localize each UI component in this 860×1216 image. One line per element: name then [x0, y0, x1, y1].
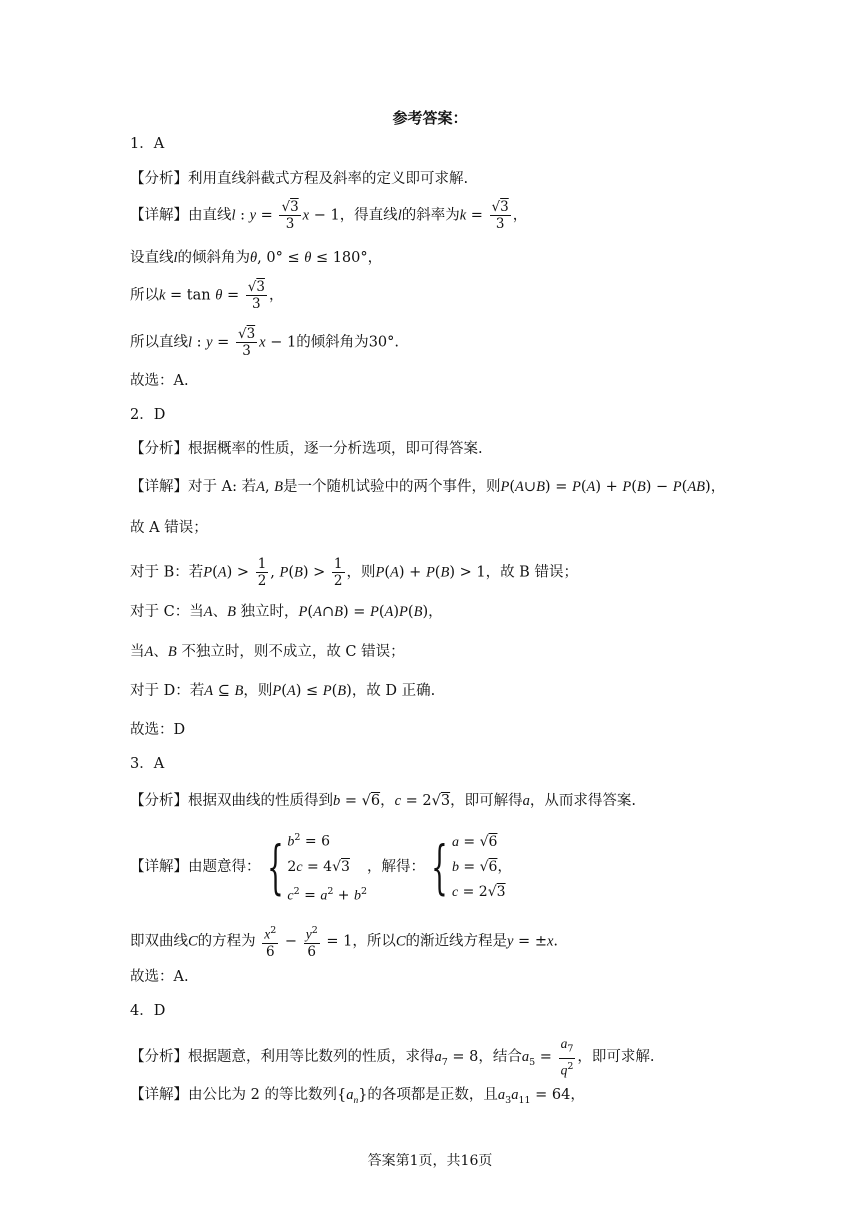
q2-d: 对于 D：若A ⊆ B，则P(A) ≤ P(B)，故 D 正确.: [130, 683, 436, 699]
q1-angle-def: 设直线l的倾斜角为θ, 0° ≤ θ ≤ 180°，: [130, 250, 383, 266]
q2-c: 对于 C：当A、B 独立时，P(A∩B) = P(A)P(B)，: [130, 604, 443, 620]
q3-detail: 【详解】由题意得： { $b^2 = 6$ 2c = 4√3 $c^2 = a^2 + b^2$ ，解得： { a = √6 b = √6， c = 2√3: [130, 832, 512, 904]
q2-b: 对于 B：若P(A) > $\frac{1}{2}$ , P(B) > $\frac{1}{2}$ ，则P(A) + P(B) > 1，故 B 错误；: [130, 556, 578, 589]
q3-analysis: 【分析】根据双曲线的性质得到b = √6，c = 2√3，即可解得a，从而求得答案.: [130, 793, 636, 809]
q1-answer: 故选：A.: [130, 373, 189, 389]
q4-heading: 4．D: [130, 1003, 166, 1019]
q2-c2: 当A、B 不独立时，则不成立，故 C 错误；: [130, 644, 405, 660]
q2-heading: 2．D: [130, 407, 166, 423]
q3-heading: 3．A: [130, 756, 165, 772]
q2-detail-a: 【详解】对于 A: 若A, B是一个随机试验中的两个事件，则P(A∪B) = P(A) + P(B) − P(AB)，: [130, 479, 726, 495]
q1-analysis: 【分析】利用直线斜截式方程及斜率的定义即可求解.: [130, 171, 469, 187]
q1-detail: 【详解】由直线l : y = $\frac{√3}{3}$ x − 1，得直线l的斜率为k = $\frac{√3}{3}$ ，: [130, 199, 528, 232]
q3-conclusion: 即双曲线C的方程为 $\frac{x^2}{6}$ − $\frac{y^2}{6}$ = 1，所以C的渐近线方程是y = ±x.: [130, 925, 559, 960]
page-title: 参考答案：: [392, 109, 468, 127]
q4-detail: 【详解】由公比为 2 的等比数列$\{a_n\}$的各项都是正数，且$a_3a_{11} = 64$，: [130, 1087, 585, 1106]
q2-answer: 故选：D: [130, 722, 186, 738]
q2-a-wrong: 故 A 错误；: [130, 520, 208, 536]
page-footer: 答案第1页，共16页: [367, 1153, 493, 1169]
q1-result: 所以直线l : y = $\frac{√3}{3}$ x − 1的倾斜角为30°.: [130, 326, 399, 359]
q2-analysis: 【分析】根据概率的性质，逐一分析选项，即可得答案.: [130, 441, 483, 457]
q1-tan: 所以k = tan θ = $\frac{√3}{3}$ ，: [130, 279, 284, 312]
q4-analysis: 【分析】根据题意，利用等比数列的性质，求得$a_7 = 8$，结合$a_5$ = $\frac{a_7}{q^2}$ ，即可求解.: [130, 1036, 655, 1078]
q3-answer: 故选：A.: [130, 969, 189, 985]
q1-heading: 1．A: [130, 136, 165, 152]
